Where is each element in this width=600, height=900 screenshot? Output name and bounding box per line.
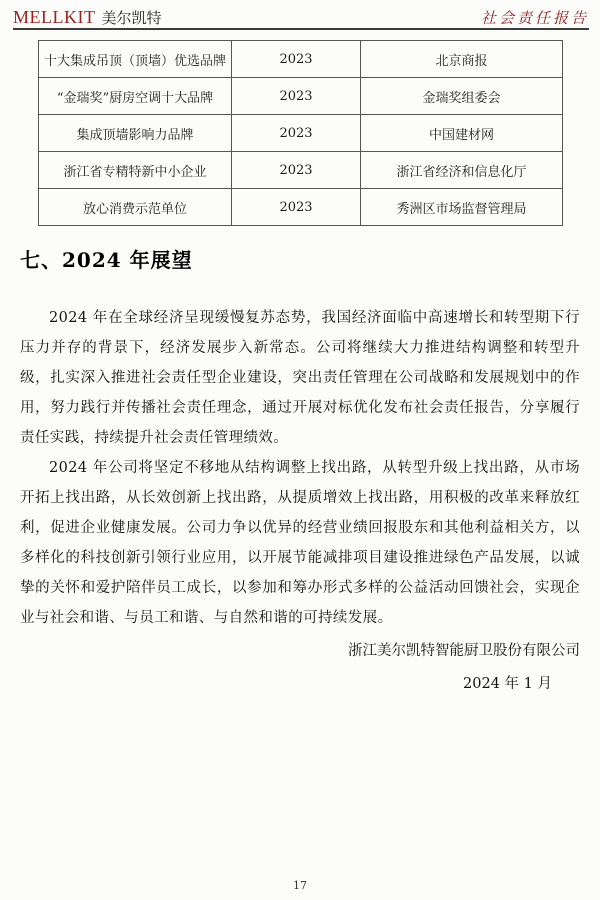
award-issuer-cell: 秀洲区市场监督管理局 — [361, 189, 563, 226]
signature-company: 浙江美尔凯特智能厨卫股份有限公司 — [348, 643, 580, 659]
table-row — [39, 189, 563, 226]
award-issuer-cell: 金瑞奖组委会 — [361, 78, 563, 115]
table-row — [39, 41, 563, 78]
award-year-cell: 2023 — [232, 115, 361, 152]
award-name-cell: “金瑞奖”厨房空调十大品牌 — [39, 78, 232, 115]
table-row — [39, 152, 563, 189]
header-divider — [13, 28, 589, 30]
award-year-cell: 2023 — [232, 41, 361, 78]
paragraph: 2024 年公司将坚定不移地从结构调整上找出路，从转型升级上找出路，从市场开拓上找出路，从长效创新上找出路，从提质增效上找出路，用积极的改革来释放红利，促进企业健康发展。公司力争以优异的经营业绩回报股东和其他利益相关方，以多样化的科技创新引领行业应用，以开展节能减排项目建设推进绿色产品发展，以诚挚的关怀和爱护陪伴员工成长，以参加和筹办形式多样的公益活动回馈社会，实现企业与社会和谐、与员工和谐、与自然和谐的可持续发展。 — [20, 460, 580, 626]
signature-date: 2024 年 1 月 — [463, 676, 552, 692]
award-issuer-cell: 中国建材网 — [361, 115, 563, 152]
company-logo — [13, 7, 162, 28]
page-header — [13, 6, 589, 28]
document-title: 社会责任报告 — [480, 9, 589, 27]
award-name-cell: 集成顶墙影响力品牌 — [39, 115, 232, 152]
page-number: 17 — [293, 879, 307, 892]
table-row — [39, 115, 563, 152]
award-year-cell: 2023 — [232, 78, 361, 115]
award-issuer-cell: 浙江省经济和信息化厅 — [361, 152, 563, 189]
award-name-cell: 十大集成吊顶（顶墙）优选品牌 — [39, 41, 232, 78]
awards-table — [38, 40, 563, 226]
award-year-cell: 2023 — [232, 189, 361, 226]
signature-block — [20, 638, 580, 697]
logo-chinese-name: 美尔凯特 — [101, 9, 162, 27]
logo-wordmark: MELLKIT — [13, 7, 96, 27]
award-name-cell: 浙江省专精特新中小企业 — [39, 152, 232, 189]
paragraph: 2024 年在全球经济呈现缓慢复苏态势，我国经济面临中高速增长和转型期下行压力并存的背景下，经济发展步入新常态。公司将继续大力推进结构调整和转型升级，扎实深入推进社会责任型企业建设，突出责任管理在公司战略和发展规划中的作用，努力践行并传播社会责任理念，通过开展对标优化发布社会责任报告，分享履行责任实践，持续提升社会责任管理绩效。 — [20, 310, 580, 446]
award-issuer-cell: 北京商报 — [361, 41, 563, 78]
section-body — [20, 303, 580, 633]
award-year-cell: 2023 — [232, 152, 361, 189]
award-name-cell: 放心消费示范单位 — [39, 189, 232, 226]
section-heading: 七、2024 年展望 — [20, 248, 193, 272]
table-row — [39, 78, 563, 115]
